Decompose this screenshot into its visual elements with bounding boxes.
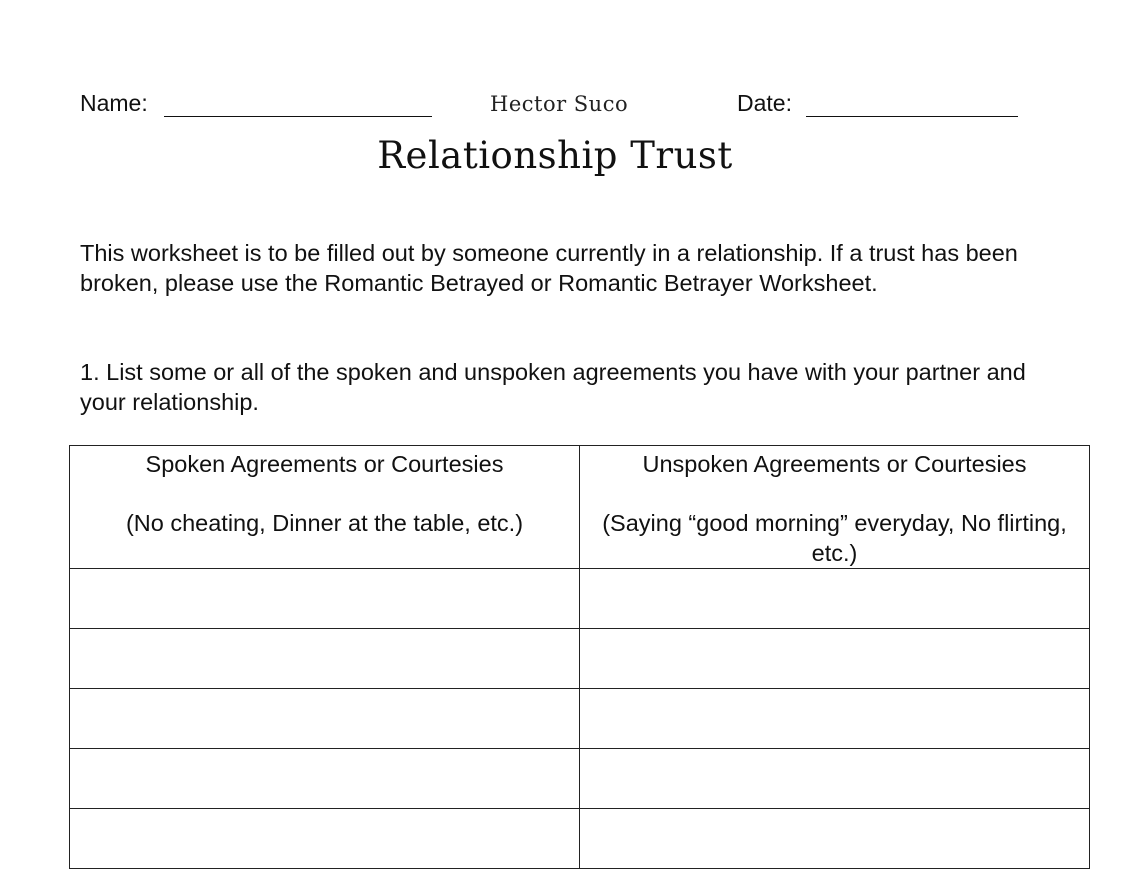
spoken-answer-cell[interactable] <box>70 689 580 749</box>
header-line <box>80 90 1040 124</box>
student-name: Hector Suco <box>490 92 629 116</box>
unspoken-column-header <box>580 446 1090 569</box>
spoken-answer-cell[interactable] <box>70 569 580 629</box>
table-header-row <box>70 446 1090 569</box>
question-1: 1. List some or all of the spoken and unspoken agreements you have with your partner and your relationship. <box>80 359 1026 415</box>
table-row <box>70 689 1090 749</box>
date-label: Date: <box>737 90 792 116</box>
unspoken-answer-cell[interactable] <box>580 749 1090 809</box>
spoken-answer-cell[interactable] <box>70 809 580 869</box>
date-field-line[interactable] <box>806 116 1018 117</box>
unspoken-answer-cell[interactable] <box>580 689 1090 749</box>
table-row <box>70 569 1090 629</box>
spoken-heading: Spoken Agreements or Courtesies <box>145 451 504 477</box>
table-row <box>70 809 1090 869</box>
unspoken-answer-cell[interactable] <box>580 629 1090 689</box>
worksheet-title: Relationship Trust <box>377 134 733 177</box>
intro-paragraph: This worksheet is to be filled out by someone currently in a relationship. If a trust has been broken, please use the Romantic Betrayed or Romantic Betrayer Worksheet. <box>80 240 1018 296</box>
agreements-table <box>69 445 1090 869</box>
unspoken-heading: Unspoken Agreements or Courtesies <box>642 451 1027 477</box>
name-label: Name: <box>80 90 148 116</box>
unspoken-example: (Saying “good morning” everyday, No flirting, etc.) <box>602 510 1067 566</box>
spoken-example: (No cheating, Dinner at the table, etc.) <box>125 510 524 536</box>
name-field-line[interactable] <box>164 116 432 117</box>
spoken-column-header <box>70 446 580 569</box>
table-row <box>70 749 1090 809</box>
spoken-answer-cell[interactable] <box>70 749 580 809</box>
spoken-answer-cell[interactable] <box>70 629 580 689</box>
table-row <box>70 629 1090 689</box>
unspoken-answer-cell[interactable] <box>580 569 1090 629</box>
unspoken-answer-cell[interactable] <box>580 809 1090 869</box>
